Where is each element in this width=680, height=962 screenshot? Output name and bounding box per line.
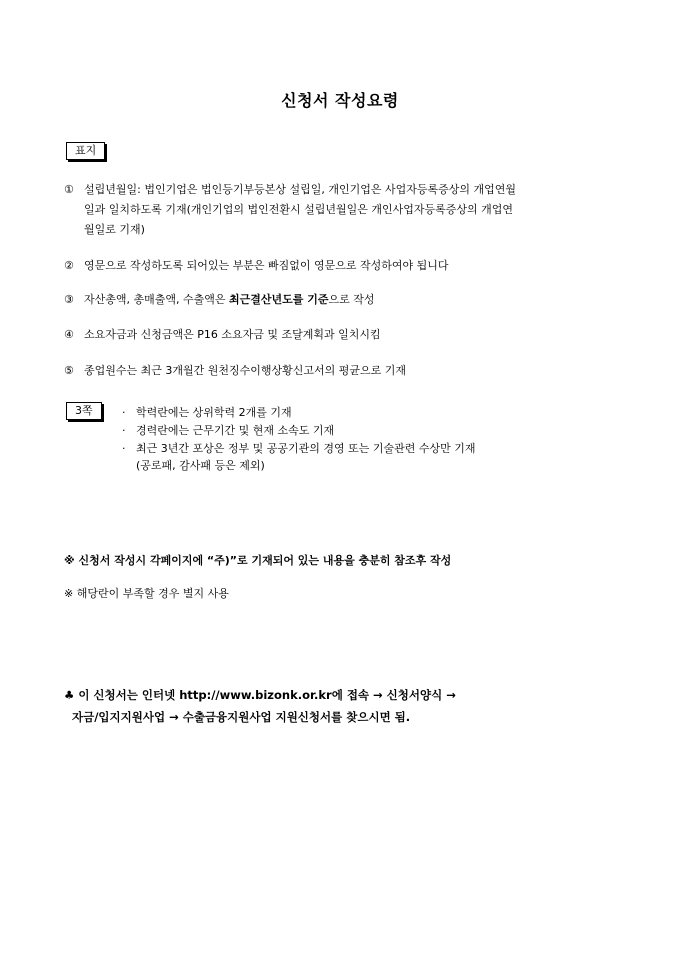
footer-line-1: ♣ 이 신청서는 인터넷 http://www.bizonk.or.kr에 접속 → 신청서양식 → (64, 688, 456, 702)
bullet-text-cont: (공로패, 감사패 등은 제외) (136, 459, 265, 472)
item-text-cont: 월일로 기재) (84, 223, 145, 236)
item-number: ③ (64, 293, 74, 306)
bullet-item (122, 440, 602, 474)
list-item (64, 290, 624, 310)
footer-line-2: 자금/입지지원사업 → 수출금융지원사업 지원신청서를 찾으시면 됨. (72, 710, 411, 724)
item-text: 소요자금과 신청금액은 P16 소요자금 및 조달계획과 일치시킴 (84, 328, 381, 341)
item-text: 자산총액, 총매출액, 수출액은 (84, 293, 229, 306)
page-title: 신청서 작성요령 (281, 91, 399, 110)
item-text-cont: 일과 일치하도록 기재(개인기업의 법인전환시 설립년월일은 개인사업자등록증상의 개업연 (84, 203, 514, 216)
item-text: 으로 작성 (328, 293, 375, 306)
item-number: ⑤ (64, 364, 74, 377)
item-number: ② (64, 259, 74, 272)
note-extra-sheet: ※ 해당란이 부족할 경우 별지 사용 (64, 587, 229, 600)
bullet-item (122, 422, 602, 439)
list-item (64, 180, 624, 240)
section-label-cover: 표지 (66, 142, 105, 160)
bullet-text: 최근 3년간 포상은 정부 및 공공기관의 경영 또는 기술관련 수상만 기재 (136, 442, 476, 455)
footer-instructions (64, 684, 644, 728)
section-label-page3: 3쪽 (66, 402, 102, 420)
item-text: 설립년월일: 법인기업은 법인등기부등본상 설립일, 개인기업은 사업자등록증상의 개업연월 (84, 183, 516, 196)
list-item (64, 325, 624, 345)
list-item (64, 256, 624, 276)
item-text: 종업원수는 최근 3개월간 원천징수이행상황신고서의 평균으로 기재 (84, 364, 407, 377)
bullet-mark: · (122, 424, 126, 437)
item-text: 영문으로 작성하도록 되어있는 부분은 빠짐없이 영문으로 작성하여야 됩니다 (84, 259, 449, 272)
bullet-text: 경력란에는 근무기간 및 현재 소속도 기재 (136, 424, 335, 437)
item-number: ① (64, 183, 74, 196)
list-item (64, 361, 624, 381)
note-reference: ※ 신청서 작성시 각페이지에 “주)”로 기재되어 있는 내용을 충분히 참조후 작성 (64, 554, 452, 567)
bullet-text: 학력란에는 상위학력 2개를 기재 (136, 406, 292, 419)
bullet-mark: · (122, 406, 126, 419)
bullet-item (122, 404, 602, 421)
bullet-mark: · (122, 442, 126, 455)
item-number: ④ (64, 328, 74, 341)
item-text-bold: 최근결산년도를 기준 (229, 293, 329, 306)
